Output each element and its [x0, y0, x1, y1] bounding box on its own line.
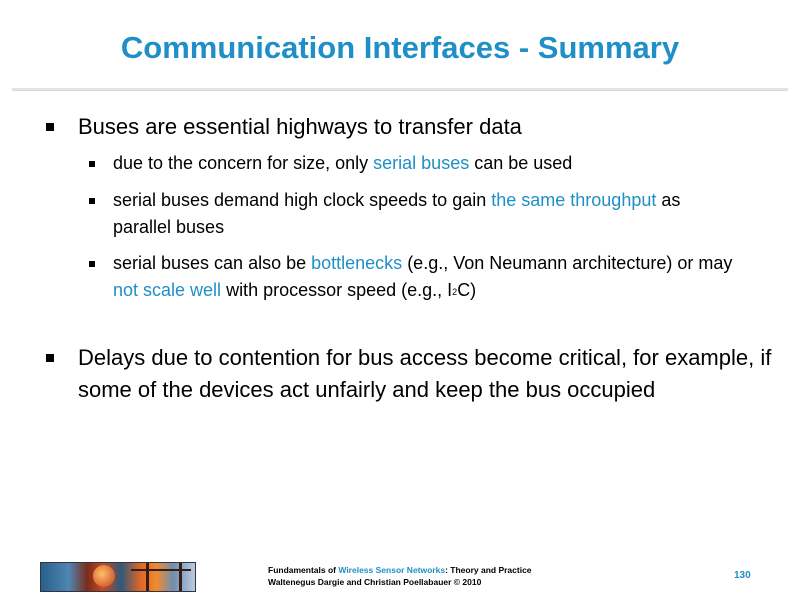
bridge-graphic: [131, 569, 191, 589]
footer-line-2: Waltenegus Dargie and Christian Poellabauer © 2010: [268, 577, 482, 587]
subbullet-1-tail: can be used: [469, 153, 573, 173]
subbullet-3: [113, 250, 733, 304]
bridge-tower: [146, 563, 149, 591]
subbullet-marker: [89, 198, 95, 204]
subbullet-3-text-d: C): [457, 280, 477, 300]
subbullet-2-tail: as parallel buses: [113, 190, 681, 237]
page-number: 130: [734, 570, 751, 581]
subbullet-3-text-a: serial buses can also be: [113, 253, 312, 273]
bullet-marker: [46, 123, 54, 131]
slide-title: Communication Interfaces - Summary: [120, 30, 680, 65]
sun-graphic: [93, 565, 115, 587]
footer-line-1-pre: Fundamentals of: [268, 565, 339, 575]
bullet-1: Buses are essential highways to transfer data: [78, 114, 522, 139]
subbullet-3-highlight-a: bottlenecks: [311, 253, 403, 273]
footer-line-1: [268, 564, 532, 576]
subbullet-1: [113, 150, 733, 177]
footer-citation: [268, 564, 532, 588]
subbullet-3-text-c: with processor speed (e.g., I: [221, 280, 453, 300]
footer-line-1-post: : Theory and Practice: [445, 565, 532, 575]
superscript-2: 2: [452, 287, 458, 297]
footer-line-1-highlight: Wireless Sensor Networks: [338, 565, 446, 575]
subbullet-2-text: serial buses demand high clock speeds to gain: [113, 190, 492, 210]
title-divider: [12, 88, 788, 91]
bridge-tower: [179, 563, 182, 591]
subbullet-3-highlight-b: not scale well: [113, 280, 222, 300]
subbullet-1-text: due to the concern for size, only: [113, 153, 374, 173]
subbullet-2: [113, 187, 733, 241]
subbullet-marker: [89, 161, 95, 167]
footer-banner-image: [40, 562, 196, 592]
bullet-2: Delays due to contention for bus access become critical, for example, if some of the devices act unfairly and keep the bus occupied: [78, 345, 772, 402]
subbullet-3-text-b: (e.g., Von Neumann architecture) or may: [402, 253, 733, 273]
subbullet-1-highlight: serial buses: [373, 153, 470, 173]
bullet-marker: [46, 354, 54, 362]
subbullet-marker: [89, 261, 95, 267]
subbullet-2-highlight: the same throughput: [491, 190, 657, 210]
